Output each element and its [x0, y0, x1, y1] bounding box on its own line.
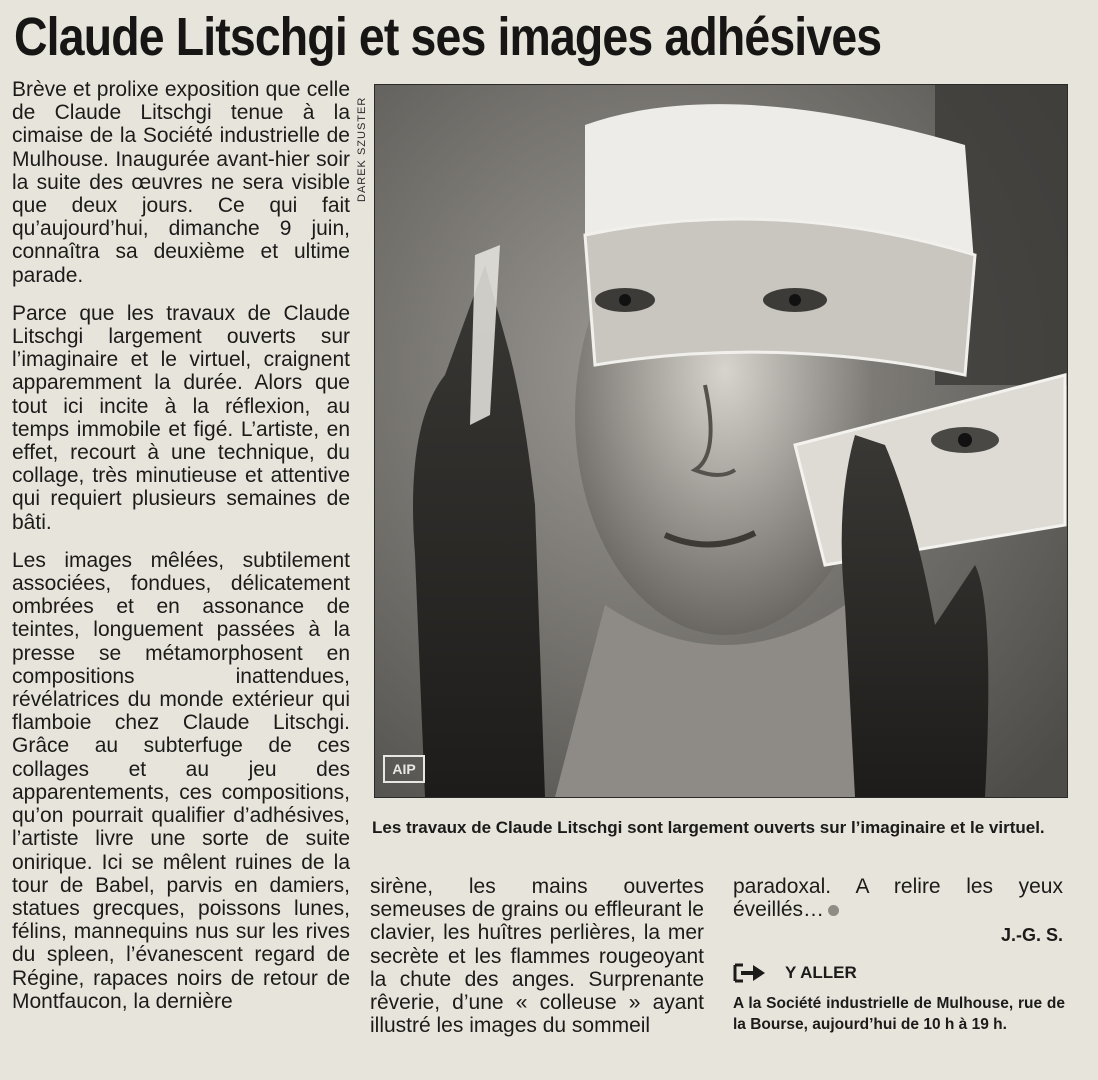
paragraph: sirène, les mains ouvertes semeuses de grains ou effleurant le clavier, les huîtres perlières, la mer secrète et les flammes rougeoyant la chute des anges. Surprenante rêverie, d’une « colleuse » ayant illustré les images du sommeil — [370, 875, 704, 1038]
paragraph: Les images mêlées, subtilement associées, fondues, délicatement ombrées et en assonance de teintes, longuement passées à la presse se métamorphosent en compositions inattendues, révélatrices du monde extérieur qui flamboie chez Claude Litschgi. Grâce au subterfuge de ces collages et au jeu des apparentements, ces compositions, qu’on pourrait qualifier d’adhésives, l’artiste livre une sorte de suite onirique. Ici se mêlent ruines de la tour de Babel, parvis en damiers, statues grecques, poissons lunes, félins, mannequins nus sur les rives du spleen, l’évanescent regard de Régine, rapaces noirs de retour de Montfaucon, la dernière — [12, 548, 350, 1013]
body-column-1 — [12, 78, 350, 1028]
end-bullet-icon — [828, 905, 839, 916]
y-aller-label: Y ALLER — [785, 963, 857, 982]
collage-illustration — [375, 85, 1067, 797]
agency-badge: AIP — [383, 755, 425, 783]
paragraph — [733, 875, 1063, 921]
photo-caption: Les travaux de Claude Litschgi sont largement ouverts sur l’imaginaire et le virtuel. — [372, 818, 1045, 837]
article-photo — [374, 84, 1068, 798]
paragraph: Parce que les travaux de Claude Litschgi largement ouverts sur l’imaginaire et le virtuel, craignent apparemment la durée. Alors que tout ici incite à la réflexion, au temps immobile et figé. L’artiste, en effet, recourt à une technique, du collage, très minutieuse et attentive qui requiert plusieurs semaines de bâti. — [12, 301, 350, 534]
author-signature: J.-G. S. — [1000, 925, 1063, 945]
photo-credit: DAREK SZUSTER — [356, 96, 368, 202]
body-column-2 — [370, 875, 704, 1052]
paragraph-text: paradoxal. A relire les yeux éveillés… — [733, 875, 1063, 922]
arrow-right-icon — [733, 962, 767, 984]
venue-info: A la Société industrielle de Mulhouse, rue de la Bourse, aujourd’hui de 10 h à 19 h. — [733, 995, 1065, 1033]
body-column-3 — [733, 875, 1063, 921]
y-aller-header — [733, 962, 857, 984]
paragraph: Brève et prolixe exposition que celle de Claude Litschgi tenue à la cimaise de la Société industrielle de Mulhouse. Inaugurée avant-hier soir la suite des œuvres ne sera visible que deux jours. Ce qui fait qu’aujourd’hui, dimanche 9 juin, connaîtra sa deuxième et ultime parade. — [12, 78, 350, 287]
headline: Claude Litschgi et ses images adhésives — [14, 7, 882, 67]
